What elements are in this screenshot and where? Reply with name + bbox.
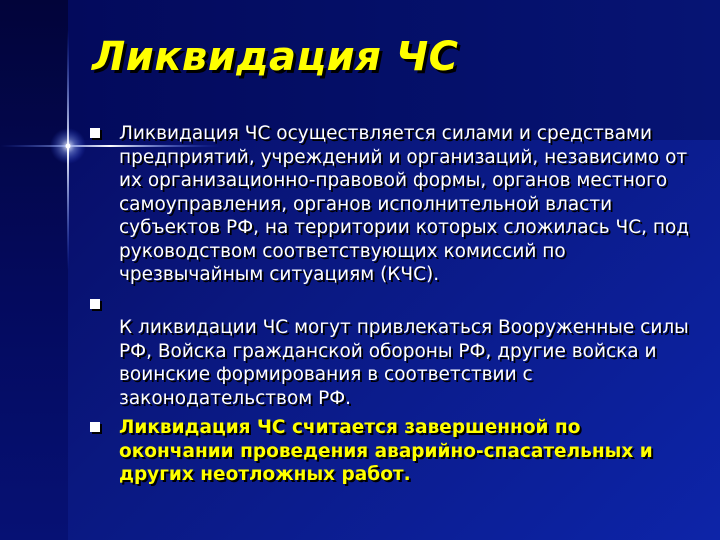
bullet-text: Ликвидация ЧС считается завершенной по окончании проведения аварийно-спасательных и других неотложных работ. (119, 417, 653, 485)
bullet-item (90, 293, 700, 411)
bullet-list (90, 122, 700, 493)
bullet-text: К ликвидации ЧС могут привлекаться Вооруженные силы РФ, Войска гражданской обороны РФ, другие войска и воинские формирования в соответствии с законодательством РФ. (119, 317, 689, 409)
bullet-text: Ликвидация ЧС осуществляется силами и средствами предприятий, учреждений и организаций, независимо от их организационно-правовой формы, органов местного самоуправления, органов исполнительной власти субъектов РФ, на территории которых сложилась ЧС, под руководством соответствующих комиссий по чрезвычайным ситуациям (КЧС). (119, 123, 690, 285)
line-break-spacer (119, 293, 700, 317)
square-bullet-icon (90, 128, 100, 138)
square-bullet-icon (90, 299, 100, 309)
left-decorative-band (0, 0, 68, 540)
bullet-item-highlighted (90, 416, 700, 487)
square-bullet-icon (90, 422, 100, 432)
bullet-item (90, 122, 700, 287)
slide-title: Ликвидация ЧС (92, 34, 459, 80)
